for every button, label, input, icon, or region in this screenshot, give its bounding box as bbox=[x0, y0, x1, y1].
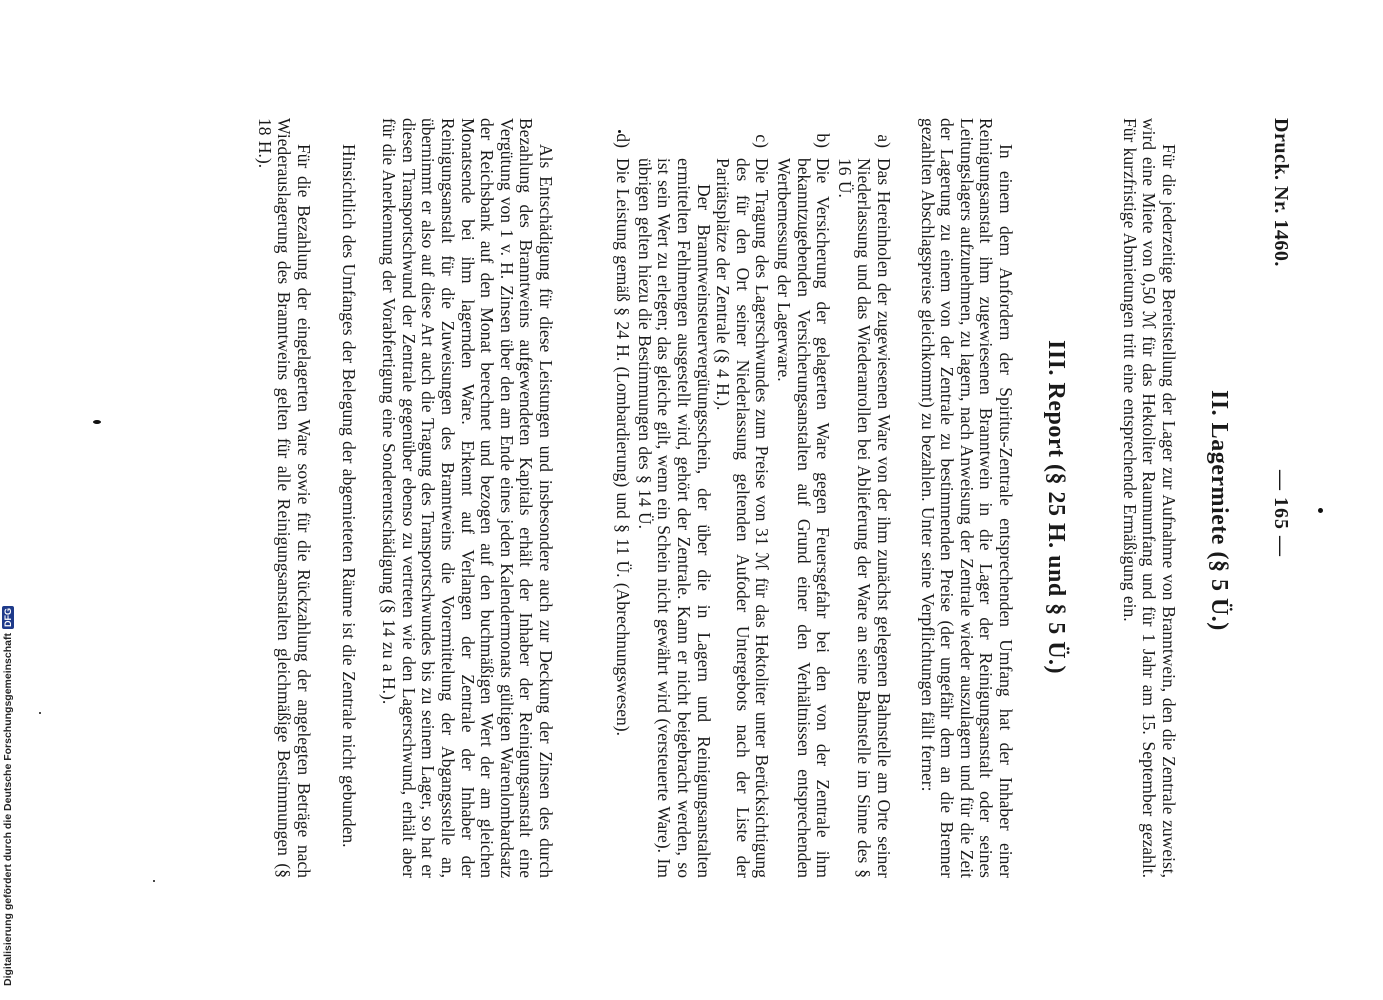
list-item bbox=[773, 118, 832, 878]
para-compensation: Als Entschädigung für diese Leistungen und insbesondere auch zur Deckung der Zinsen des durch Bezahlung des Branntweins aufgewendeten Kapitals erhält der Inhaber der Reinigungsanstalt eine Vergütung von 1 v. H. Zinsen über den am Ende eines jeden Kalendermonats gültigen Warenlombardsatz der Reichsbank auf den Monat berechnet und bezogen auf den buchmäßigen Wert der am gleichen Monatsende bei ihm lagernden Ware. Erkennt auf Verlangen der Zentrale der Inhaber der Reinigungsanstalt für die Zuweisungen des Branntweins die Vorermittelung der Abgangsstelle an, übernimmt er also auf diese Art auch die Tragung des Transportschwundes bis zu seinem Lager, so hat er diesen Transportschwund der Zentrale gegenüber ebenso zu vertreten wie den Lagerschwund, erhält aber für die Anerkennung der Vorabfertigung eine Sonderentschädigung (§ 14 zu a H.). bbox=[379, 118, 556, 878]
list-item bbox=[613, 118, 633, 878]
scan-speck bbox=[93, 420, 101, 424]
page-number: — 165 — bbox=[1270, 470, 1292, 557]
scan-speck bbox=[1318, 508, 1323, 513]
list-item-text: Die Leistung gemäß § 24 H. (Lombardierung) und § 11 Ü. (Abrechnungswesen). bbox=[613, 158, 634, 736]
list-item-text: Das Hereinholen der zugewiesenen Ware von der ihm zunächst gelegenen Bahnstelle am Orte seiner Niederlassung und das Wiederanrollen bei Ablieferung der Ware an seine Bahnstelle im Sinne des § 16 Ü. bbox=[834, 158, 894, 878]
list-item-marker: a) bbox=[874, 134, 894, 148]
section-title-report: III. Report (§ 25 H. und § 5 Ü.) bbox=[1043, 340, 1069, 675]
section-lagermiete-text: Für die jederzeitige Bereitstellung der Lager zur Aufnahme von Branntwein, den die Zentrale zuweist, wird eine Miete von 0,50 ℳ für das Hektoliter Raumumfang und für 1 Jahr am 15. September gezahlt. Für kurzfristige Abmietungen tritt eine entsprechende Ermäßigung ein. bbox=[1119, 118, 1179, 878]
scan-speck bbox=[618, 130, 621, 133]
scan-speck bbox=[39, 712, 41, 714]
list-item-continuation: Der Branntweinsteuervergütungsschein, der über die in Lagern und Reinigungsanstalten ermittelten Fehlmengen ausgestellt wird, gehört der Zentrale. Kann er nicht beigebracht werden, so ist sein Wert zu erlegen; das gleiche gilt, wenn ein Schein nicht gewährt wird (versteuerte Ware). Im übrigen gelten hiezu die Bestimmungen des § 14 Ü. bbox=[634, 158, 714, 878]
funding-note bbox=[0, 386, 16, 986]
report-items-list bbox=[613, 118, 893, 878]
list-item bbox=[713, 118, 772, 878]
list-item-marker: b) bbox=[813, 133, 834, 148]
list-item-marker: c) bbox=[752, 134, 773, 148]
para-scope: Hinsichtlich des Umfanges der Belegung der abgemieteten Räume ist die Zentrale nicht gebunden. bbox=[339, 144, 359, 848]
section-title-lagermiete: II. Lagermiete (§ 5 Ü.) bbox=[1206, 390, 1232, 631]
list-item bbox=[834, 118, 893, 878]
list-item-text: Die Tragung des Lagerschwundes zum Preise von 31 ℳ für das Hektoliter unter Berücksichtigung des für den Ort seiner Niederlassung geltenden Aufoder Untergebots nach der Liste der Paritätsplätze der Zentrale (§ 4 H.). bbox=[713, 158, 773, 878]
para-payment: Für die Bezahlung der eingelagerten Ware sowie für die Rückzahlung der angelegten Beträge nach Wiederauslagerung des Branntweins gelten für alle Reinigungsanstalten gleichmäßige Bestimmungen (§ 18 H.). bbox=[254, 118, 314, 878]
funding-note-text: Digitalisierung gefördert durch die Deutsche Forschungsgemeinschaft bbox=[2, 633, 14, 986]
dfg-logo: DFG bbox=[3, 608, 13, 628]
section-report-intro: In einem dem Anfordern der Spiritus-Zentrale entsprechenden Umfang hat der Inhaber einer Reinigungsanstalt ihm zugewiesenen Branntwein in die Lager der Reinigungsanstalt oder seines Leitungslagers aufzunehmen, zu lagern, nach Anweisung der Zentrale wieder auszulagern und für die Zeit der Lagerung zu einem von der Zentrale zu bestimmenden Preise (der ungefähr dem an die Brenner gezahlten Abschlagspreise gleichkommt) zu bezahlen. Unter seine Verpflichtungen fällt ferner: bbox=[917, 118, 1016, 878]
list-item-text: Die Versicherung der gelagerten Ware gegen Feuersgefahr bei den von der Zentrale ihm bekanntzugebenden Versicherungsanstalten auf Grund einer den Verhältnissen entsprechenden Wertbemessung der Lagerware. bbox=[774, 158, 834, 878]
print-number: Druck. Nr. 1460. bbox=[1270, 118, 1292, 267]
scan-speck bbox=[153, 880, 155, 882]
list-item-marker: d) bbox=[613, 133, 634, 148]
